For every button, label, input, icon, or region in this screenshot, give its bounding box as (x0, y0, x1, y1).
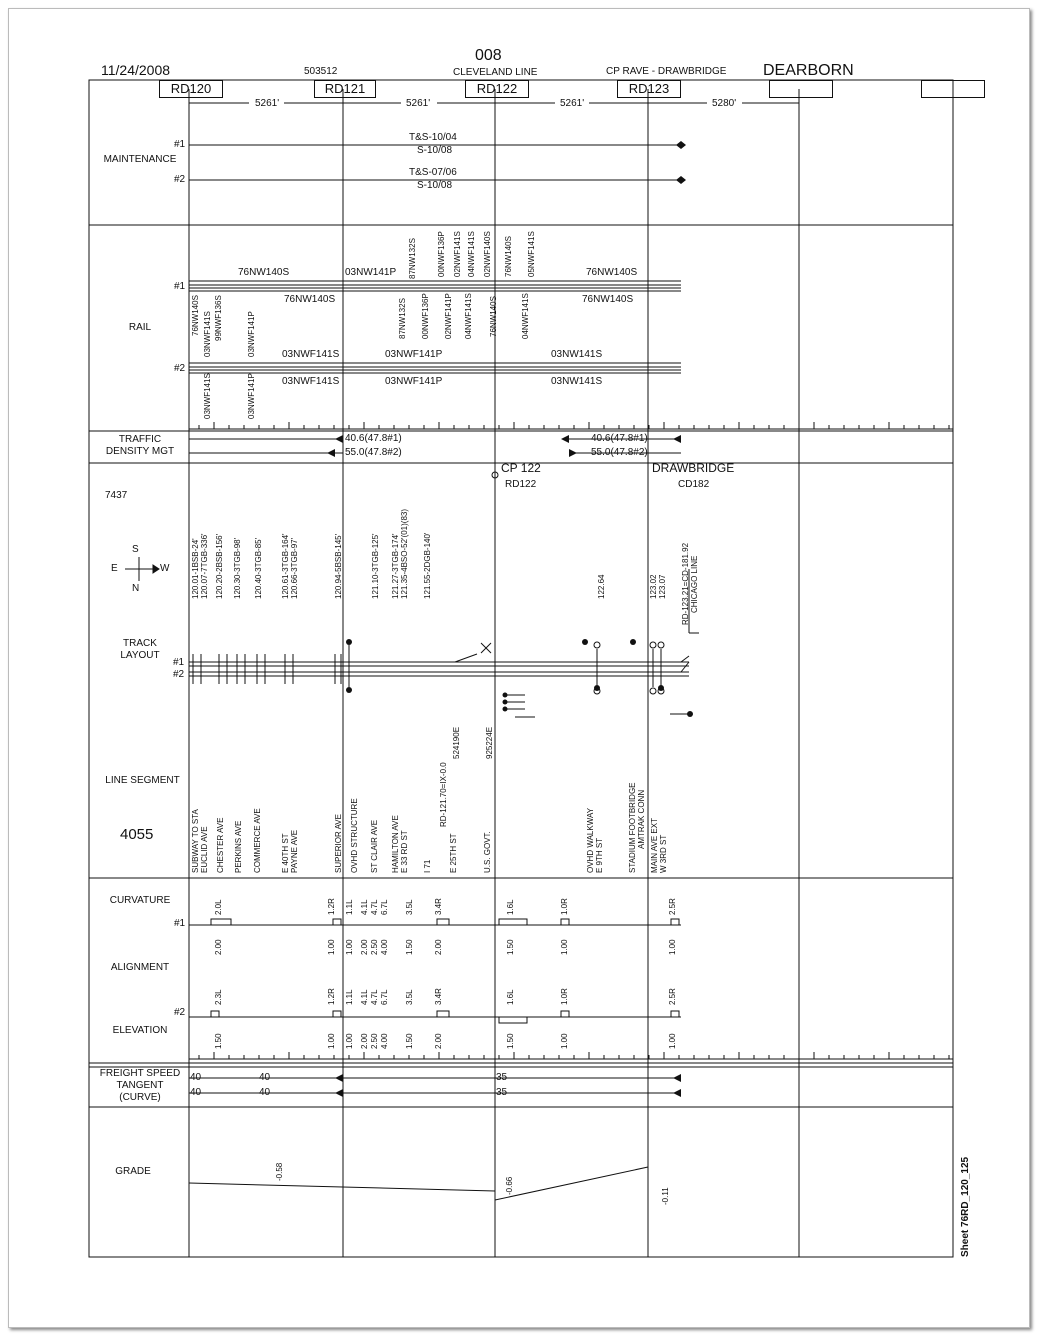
milepost-11: 121.35-4BSO-52'(01)(83) (400, 508, 409, 599)
curvature-t1-7: 3.5L (405, 899, 414, 915)
alignment-value-1: 2.00 (214, 939, 223, 955)
street-8: SUPERIOR AVE (334, 814, 343, 873)
sheet-id: Sheet 76RD_120_125 (960, 1156, 971, 1257)
station-rd122: RD122 (465, 80, 529, 98)
milepost-6: 120.61-3TGB-164' (281, 533, 290, 599)
elevation-value-10: 1.00 (560, 1033, 569, 1049)
maint-t1-s: S-10/08 (417, 145, 453, 156)
curvature-t2-1: 2.3L (214, 989, 223, 1005)
speed-t1-2: 40 (259, 1072, 271, 1083)
rail-t1-below-2: 76NW140S (582, 294, 634, 305)
elevation-value-5: 2.50 (370, 1033, 379, 1049)
curvature-t1-4: 4.1L (360, 899, 369, 915)
rail-vert-top-2: 00NWF136P (437, 231, 446, 277)
row-elevation: ELEVATION (112, 1025, 168, 1036)
milepost-4: 120.30-3TGB-98' (233, 537, 242, 599)
alignment-value-9: 1.50 (506, 939, 515, 955)
drawbridge-code: CD182 (678, 479, 710, 490)
rail-vert-top-4: 04NWF141S (467, 231, 476, 277)
distance-2: 5261' (406, 98, 431, 109)
curvature-t2-6: 6.7L (380, 989, 389, 1005)
street-13: I 71 (423, 859, 432, 873)
layout-track-2: #2 (173, 669, 185, 680)
curvature-t1-11: 2.5R (668, 898, 677, 915)
rail-vert-mid-left-1: 76NW140S (191, 295, 200, 336)
traffic-right-1: 40.6(47.8#1) (591, 433, 648, 444)
street-5: COMMERCE AVE (253, 808, 262, 873)
milepost-9: 121.10-3TGB-125' (371, 533, 380, 599)
alignment-value-3: 1.00 (345, 939, 354, 955)
station-rd120: RD120 (159, 80, 223, 98)
rail-vert-top-6: 76NW140S (504, 236, 513, 277)
row-grade: GRADE (115, 1166, 151, 1177)
row-layout: LAYOUT (120, 650, 160, 661)
row-tangent: TANGENT (116, 1080, 164, 1091)
grade-1: -0.58 (275, 1162, 284, 1181)
curvature-t1-6: 6.7L (380, 899, 389, 915)
maint-track-2: #2 (174, 174, 186, 185)
milepost-2: 120.07-7TGB-336' (200, 533, 209, 599)
curvature-t2-5: 4.7L (370, 989, 379, 1005)
drawbridge-name: DRAWBRIDGE (652, 461, 735, 475)
curvature-t2-9: 1.6L (506, 989, 515, 1005)
milepost-10: 121.27-3TGB-174' (391, 533, 400, 599)
alignment-value-5: 2.50 (370, 939, 379, 955)
rail-t2-below-2: 03NWF141P (385, 376, 443, 387)
distance-3: 5261' (560, 98, 585, 109)
elevation-value-7: 1.50 (405, 1033, 414, 1049)
row-curve: (CURVE) (119, 1092, 161, 1103)
lower-code-1: RD-121.70=IX-0.0 (439, 762, 448, 827)
traffic-right-2: 55.0(47.8#2) (591, 447, 648, 458)
rail-t2-above-2: 03NWF141P (385, 349, 443, 360)
limits-label: CP RAVE - DRAWBRIDGE (606, 66, 727, 77)
elevation-value-3: 1.00 (345, 1033, 354, 1049)
elevation-value-9: 1.50 (506, 1033, 515, 1049)
street-15: U.S. GOVT. (483, 831, 492, 873)
date-label: 11/24/2008 (101, 62, 171, 78)
curvature-t1-8: 3.4R (434, 898, 443, 915)
street-9: OVHD STRUCTURE (350, 798, 359, 873)
milepost-1: 120.01-1BSB-24' (191, 538, 200, 599)
speed-t1-3: 35 (496, 1072, 508, 1083)
rail-vert-bottom-1: 03NWF141S (203, 373, 212, 419)
line-name: CLEVELAND LINE (453, 67, 538, 78)
curvature-t2-3: 1.1L (345, 989, 354, 1005)
rail-vert-top-3: 02NWF141S (453, 231, 462, 277)
alignment-value-10: 1.00 (560, 939, 569, 955)
lower-code-3: 925224E (485, 726, 494, 759)
curvature-t1-2: 1.2R (327, 898, 336, 915)
row-traffic: TRAFFIC (118, 434, 162, 445)
curvature-t1-1: 2.0L (214, 899, 223, 915)
layout-number: 7437 (105, 490, 128, 501)
rail-vert-mid-right-3: 02NWF141P (444, 293, 453, 339)
rail-vert-mid-right-1: 87NW132S (398, 298, 407, 339)
rail-vert-mid-right-4: 04NWF141S (464, 293, 473, 339)
curvature-t2-11: 2.5R (668, 988, 677, 1005)
row-line-segment: LINE SEGMENT (105, 775, 180, 786)
street-1: SUBWAY TO STA (191, 809, 200, 873)
compass-w: W (160, 563, 170, 574)
maint-track-1: #1 (174, 139, 186, 150)
line-number: 008 (475, 47, 502, 64)
elevation-value-4: 2.00 (360, 1033, 369, 1049)
distance-4: 5280' (712, 98, 737, 109)
street-4: PERKINS AVE (234, 820, 243, 873)
rail-vert-top-1: 87NW132S (408, 238, 417, 279)
rail-vert-mid-right-6: 04NWF141S (521, 293, 530, 339)
traffic-left-1: 40.6(47.8#1) (345, 433, 402, 444)
rail-vert-bottom-2: 03NWF141P (247, 373, 256, 419)
rail-t1-above-3: 76NW140S (586, 267, 638, 278)
rail-vert-mid-right-5: 76NW140S (489, 296, 498, 337)
row-freight-speed: FREIGHT SPEED (99, 1068, 181, 1079)
alignment-value-6: 4.00 (380, 939, 389, 955)
rail-t1-above-1: 76NW140S (238, 267, 290, 278)
milepost-8: 120.94-5BSB-145' (334, 533, 343, 599)
curvature-t1-9: 1.6L (506, 899, 515, 915)
street-11: HAMILTON AVE (391, 815, 400, 873)
street-12: E 33 RD ST (400, 830, 409, 873)
rail-vert-top-7: 05NWF141S (527, 231, 536, 277)
traffic-left-2: 55.0(47.8#2) (345, 447, 402, 458)
row-density: DENSITY MGT (105, 446, 175, 457)
curvature-t1-5: 4.7L (370, 899, 379, 915)
distance-1: 5261' (255, 98, 280, 109)
grid-lines (9, 9, 1029, 1327)
maint-t2-s: S-10/08 (417, 180, 453, 191)
alignment-value-11: 1.00 (668, 939, 677, 955)
cp-name: CP 122 (501, 461, 541, 475)
milepost-7: 120.66-3TGB-97' (290, 537, 299, 599)
street-14: E 25TH ST (449, 833, 458, 873)
rail-vert-mid-left-2: 03NWF141S (203, 311, 212, 357)
grade-3: -0.11 (661, 1187, 670, 1205)
alignment-value-2: 1.00 (327, 939, 336, 955)
elevation-value-2: 1.00 (327, 1033, 336, 1049)
alignment-value-4: 2.00 (360, 939, 369, 955)
street-7: PAYNE AVE (290, 829, 299, 873)
street-17: E 9TH ST (595, 837, 604, 873)
rail-vert-top-5: 02NWF140S (483, 231, 492, 277)
rail-t2-below-3: 03NW141S (551, 376, 603, 387)
curvature-t2-7: 3.5L (405, 989, 414, 1005)
code-label: 503512 (304, 66, 338, 77)
row-track: TRACK (123, 638, 157, 649)
row-curvature: CURVATURE (109, 895, 171, 906)
curve-track-2: #2 (174, 1007, 186, 1018)
cp-code: RD122 (505, 479, 537, 490)
elevation-value-6: 4.00 (380, 1033, 389, 1049)
rail-track-1: #1 (174, 281, 186, 292)
street-18: STADIUM FOOTBRIDGE (628, 782, 637, 873)
curvature-t1-10: 1.0R (560, 898, 569, 915)
milepost-14: 123.02 (649, 574, 658, 599)
curvature-t2-4: 4.1L (360, 989, 369, 1005)
layout-track-1: #1 (173, 657, 185, 668)
elevation-value-11: 1.00 (668, 1033, 677, 1049)
rail-t2-above-1: 03NWF141S (282, 349, 340, 360)
segment-number: 4055 (120, 826, 154, 843)
rail-t1-above-2: 03NW141P (345, 267, 397, 278)
street-6: E 40TH ST (281, 833, 290, 873)
street-16: OVHD WALKWAY (586, 807, 595, 873)
milepost-16: RD-123.21=CD-181.92 (681, 542, 690, 625)
rail-t2-below-1: 03NWF141S (282, 376, 340, 387)
alignment-value-7: 1.50 (405, 939, 414, 955)
rail-vert-mid-right-2: 00NWF136P (421, 293, 430, 339)
milepost-3: 120.20-2BSB-156' (215, 533, 224, 599)
maint-t1-ts: T&S-10/04 (409, 132, 457, 143)
rail-vert-mid-left-4: 03NWF141P (247, 311, 256, 357)
street-21: W 3RD ST (659, 834, 668, 873)
elevation-value-8: 2.00 (434, 1033, 443, 1049)
compass-n: N (132, 583, 140, 594)
street-2: EUCLID AVE (200, 826, 209, 873)
rail-t2-above-3: 03NW141S (551, 349, 603, 360)
compass-s: S (132, 544, 139, 555)
curvature-t2-8: 3.4R (434, 988, 443, 1005)
milepost-17: CHICAGO LINE (690, 555, 699, 613)
station-rd121: RD121 (314, 80, 376, 98)
curvature-t2-2: 1.2R (327, 988, 336, 1005)
row-rail: RAIL (128, 322, 152, 333)
station-rd123: RD123 (617, 80, 681, 98)
street-10: ST CLAIR AVE (370, 819, 379, 873)
milepost-5: 120.40-3TGB-85' (254, 537, 263, 599)
curvature-t2-10: 1.0R (560, 988, 569, 1005)
destination-label: DEARBORN (763, 62, 854, 79)
alignment-value-8: 2.00 (434, 939, 443, 955)
rail-track-2: #2 (174, 363, 186, 374)
speed-t2-2: 40 (259, 1087, 271, 1098)
curve-track-1: #1 (174, 918, 186, 929)
milepost-13: 122.64 (597, 574, 606, 599)
row-maintenance: MAINTENANCE (103, 154, 177, 165)
milepost-15: 123.07 (658, 574, 667, 599)
maint-t2-ts: T&S-07/06 (409, 167, 457, 178)
grade-2: -0.66 (505, 1176, 514, 1195)
lower-code-2: 524190E (452, 726, 461, 759)
elevation-value-1: 1.50 (214, 1033, 223, 1049)
speed-t2-1: 40 (190, 1087, 202, 1098)
street-20: MAIN AVE EXT (650, 818, 659, 873)
rail-vert-mid-left-3: 99NWF136S (214, 295, 223, 341)
milepost-12: 121.55-2DGB-140' (423, 532, 432, 599)
street-19: AMTRAK CONN (637, 789, 646, 849)
curvature-t1-3: 1.1L (345, 899, 354, 915)
rail-t1-below-1: 76NW140S (284, 294, 336, 305)
speed-t2-3: 35 (496, 1087, 508, 1098)
street-3: CHESTER AVE (216, 817, 225, 873)
compass-e: E (111, 563, 118, 574)
sheet-page (8, 8, 1030, 1328)
speed-t1-1: 40 (190, 1072, 202, 1083)
row-alignment: ALIGNMENT (110, 962, 170, 973)
